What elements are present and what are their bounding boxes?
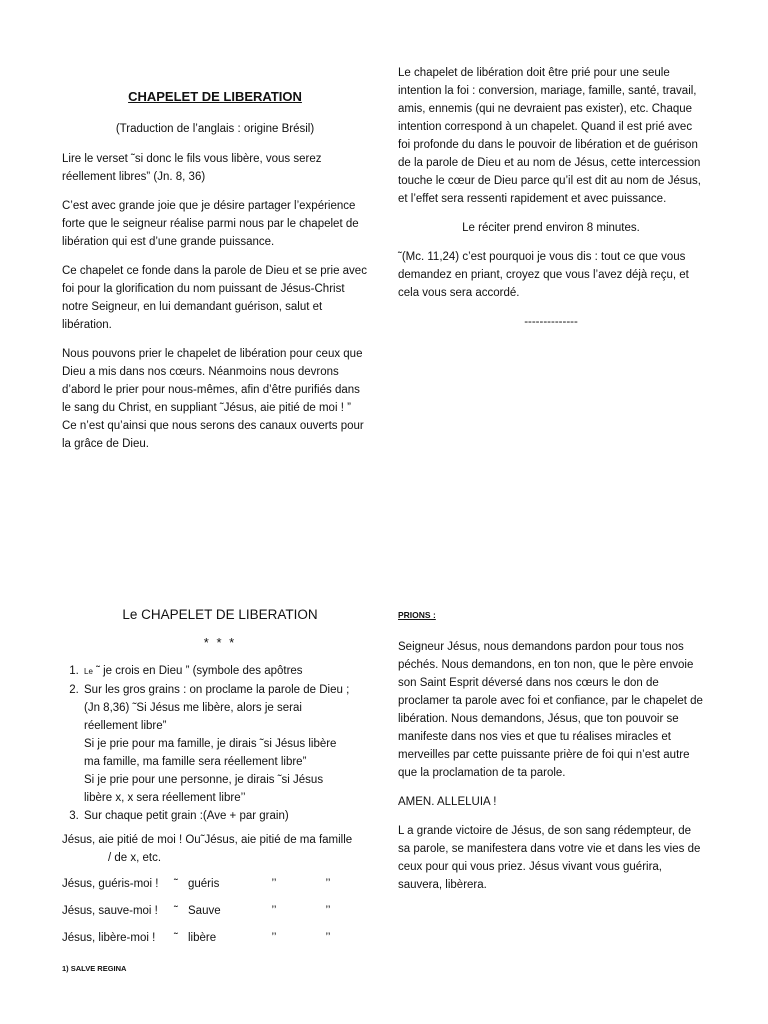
item-line: 2. Sur les gros grains : on proclame la parole de Dieu ;	[84, 684, 350, 696]
invocation-row	[62, 902, 348, 929]
invocation-phrase: Jésus, sauve-moi !	[62, 905, 158, 917]
invocation-word: guéris	[188, 878, 220, 890]
paragraph: Ce chapelet ce fonde dans la parole de Dieu et se prie avec foi pour la glorification du nom puissant de Jésus-Christ notre Seigneur, en lui demandant guérison, salut et libération.	[62, 265, 367, 331]
item-line: (Jn 8,36) ˜Si Jésus me libère, alors je serai	[84, 702, 302, 714]
invocation-row	[62, 875, 348, 902]
item-line: libère x, x sera réellement libre’’	[84, 792, 246, 804]
paragraph: Le chapelet de libération doit être prié pour une seule intention la foi : conversion, mariage, famille, santé, travail, amis, ennemis (qui ne devraient pas exister), etc. Chaque intention correspond à un chapelet. Quand il est prié avec foi profonde du dans le pouvoir de libération et de guérison de la parole de Dieu et au nom de Jésus, cette intercession touche le cœur de Dieu parce qu’il est dit au nom de Jésus, et l’effet sera ressenti rapidement et avec puissance.	[398, 67, 701, 205]
item-line: Si je prie pour ma famille, je dirais ˜si Jésus libère	[84, 738, 337, 750]
ditto-mark: ’’	[271, 878, 277, 890]
steps-list	[62, 662, 378, 825]
invocation-row	[62, 929, 348, 956]
invocation-word: Sauve	[188, 905, 221, 917]
list-item	[82, 681, 378, 807]
section-chapelet	[62, 606, 378, 989]
item-line: ma famille, ma famille sera réellement libre”	[84, 756, 307, 768]
footnote: 1) SALVE REGINA	[62, 964, 127, 973]
invocation-mark: ˜	[174, 878, 178, 890]
item-line: Si je prie pour une personne, je dirais ˜si Jésus	[84, 774, 324, 786]
pity-line: / de x, etc.	[108, 852, 162, 864]
paragraph: Nous pouvons prier le chapelet de libération pour ceux que Dieu a mis dans nos cœurs. Néanmoins nous devrons d’abord le prier pour nous-mêmes, afin d’être purifiés dans le sang du Christ, en suppliant ˜Jésus, aie pitié de moi ! ” Ce n’est qu’ainsi que nous serons des canaux ouverts pour la grâce de Dieu.	[62, 348, 364, 450]
section-intention	[398, 64, 704, 342]
item-prefix: Le	[84, 667, 93, 676]
subtitle: (Traduction de l’anglais : origine Brésil)	[115, 123, 315, 135]
paragraph: C’est avec grande joie que je désire partager l’expérience forte que le seigneur réalise parmi nous par le chapelet de libération qui est d’une grande puissance.	[62, 200, 359, 248]
list-item	[82, 662, 378, 681]
section-intro	[62, 88, 368, 464]
paragraph: ˜(Mc. 11,24) c’est pourquoi je vous dis : tout ce que vous demandez en priant, croyez que vous l’avez déjà reçu, et cela vous sera accordé.	[398, 251, 689, 299]
closing-text: L a grande victoire de Jésus, de son sang rédempteur, de sa parole, se manifestera dans votre vie et dans les vies de ceux pour qui vous priez. Jésus vivant vous guérira, sauvera, libèrera.	[398, 825, 701, 891]
paragraph: Lire le verset ˜si donc le fils vous libère, vous serez réellement libres” (Jn. 8, 36)	[62, 153, 322, 183]
section-prayer	[398, 606, 704, 905]
section-title: Le CHAPELET DE LIBERATION	[122, 607, 318, 622]
item-text: ˜ je crois en Dieu ” (symbole des apôtres	[92, 665, 303, 677]
stars-divider: * * *	[203, 635, 237, 650]
prayer-heading: PRIONS :	[398, 610, 436, 620]
prayer-text: Seigneur Jésus, nous demandons pardon pour tous nos péchés. Nous demandons, en ton non, que le père envoie son Saint Esprit déversé dans nos cœurs le don de proclamer ta parole avec foi et confiance, par le chapelet de libération. Nous demandons, Jésus, que ton pouvoir se manifeste dans nos vies et que tu réalises miracles et merveilles par cette puissante prière de foi qui n’est autre que la proclamation de ta parole.	[398, 641, 703, 779]
ditto-mark: ’’	[271, 905, 277, 917]
amen-line: AMEN. ALLELUIA !	[398, 796, 497, 808]
ditto-mark: ’’	[271, 932, 277, 944]
duration-note: Le réciter prend environ 8 minutes.	[462, 222, 640, 234]
pity-line: Jésus, aie pitié de moi ! Ou˜Jésus, aie pitié de ma famille	[62, 834, 353, 846]
item-line: réellement libre”	[84, 720, 167, 732]
invocation-mark: ˜	[174, 905, 178, 917]
ditto-mark: ’’	[325, 905, 331, 917]
page-title: CHAPELET DE LIBERATION	[128, 89, 302, 104]
invocation-mark: ˜	[174, 932, 178, 944]
invocation-word: libère	[188, 932, 217, 944]
list-item: 3. Sur chaque petit grain :(Ave + par grain)	[82, 807, 378, 825]
invocation-phrase: Jésus, guéris-moi !	[62, 878, 159, 890]
separator: --------------	[524, 316, 578, 328]
ditto-mark: ’’	[325, 932, 331, 944]
ditto-mark: ’’	[325, 878, 331, 890]
invocations-table	[62, 875, 348, 956]
invocation-phrase: Jésus, libère-moi !	[62, 932, 156, 944]
